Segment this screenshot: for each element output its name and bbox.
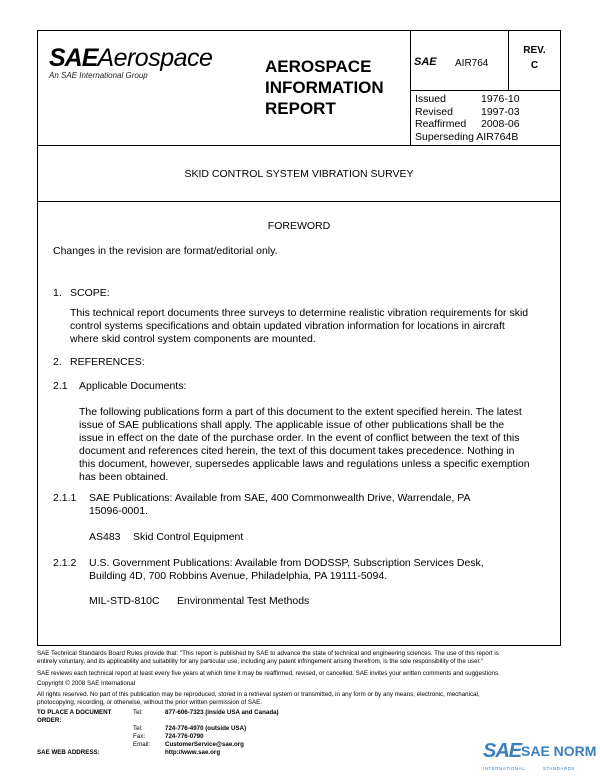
date-reaffirmed: Reaffirmed 2008-06 xyxy=(415,118,520,130)
mini-sae-logo: SAE xyxy=(414,56,437,68)
foreword-text: Changes in the revision are format/editorial only. xyxy=(53,245,278,257)
section-scope-heading: 1. SCOPE: xyxy=(53,287,110,299)
norm-logo-word: SAE NORM xyxy=(521,743,597,759)
superseding: Superseding AIR764B xyxy=(415,130,519,143)
header-divider-1 xyxy=(410,30,411,146)
sae-publications-text: SAE Publications: Available from SAE, 400 Commonwealth Drive, Warrendale, PA 15096-0001. xyxy=(89,492,471,517)
norm-logo-sub2: STANDARDS xyxy=(543,766,575,771)
date-revised: Revised 1997-03 xyxy=(415,105,520,118)
date-issued: Issued 1976-10 xyxy=(415,93,520,105)
footer-rules-notice: SAE Technical Standards Board Rules provide that: "This report is published by SAE to advance the state of technical and engineering sciences. The use of this report is entirely voluntary, and its applicability and suitability for any particular use, including any patent infringement arising therefrom, is the sole responsibility of the user." xyxy=(37,650,499,665)
document-title: SKID CONTROL SYSTEM VIBRATION SURVEY xyxy=(184,168,414,180)
footer-copyright: Copyright © 2008 SAE International xyxy=(37,680,136,687)
logo-word: Aerospace xyxy=(97,44,213,72)
date-block xyxy=(415,93,520,143)
norm-logo-sub: INTERNATIONAL xyxy=(483,766,526,771)
sae-aerospace-logo xyxy=(49,44,212,73)
sae-reference-item: AS483 Skid Control Equipment xyxy=(89,531,244,543)
rev-value: C xyxy=(530,60,539,71)
contact-row: TO PLACE A DOCUMENT ORDER: Tel: 877-606-7323 (inside USA and Canada) xyxy=(37,709,279,724)
applicable-docs-heading: 2.1 Applicable Documents: xyxy=(53,380,187,392)
footer-review-notice: SAE reviews each technical report at least every five years at which time it may be reaffirmed, revised, or cancelled. SAE invites your written comments and suggestions. xyxy=(37,670,500,677)
applicable-docs-paragraph: The following publications form a part of this document to the extent specified herein. The latest issue of SAE publications shall apply. The applicable issue of other publications shall be the issue in effect on the date of the purchase order. In the event of conflict between the text of this document and references cited herein, the text of this document takes precedence. Nothing in this document, however, supersedes applicable laws and regulations unless a specific exemption has been obtained. xyxy=(79,406,530,483)
gov-publications-num: 2.1.2 xyxy=(53,557,77,569)
rev-label: REV. xyxy=(523,45,546,56)
contact-row: Fax: 724-776-0790 xyxy=(133,733,204,740)
report-type: AEROSPACE INFORMATION REPORT xyxy=(265,57,384,118)
contact-row: SAE WEB ADDRESS: http://www.sae.org xyxy=(37,749,221,756)
doc-number: AIR764 xyxy=(455,58,489,69)
logo-subtitle: An SAE International Group xyxy=(49,71,148,80)
foreword-heading: FOREWORD xyxy=(267,220,331,232)
gov-reference-item: MIL-STD-810C Environmental Test Methods xyxy=(89,595,310,607)
gov-publications-text: U.S. Government Publications: Available from DODSSP, Subscription Services Desk, Building 4D, 700 Robbins Avenue, Philadelphia, PA 19111-5094. xyxy=(89,557,484,582)
logo-brand: SAE xyxy=(49,44,98,72)
section-references-heading: 2. REFERENCES: xyxy=(53,356,145,368)
footer-rights-notice: All rights reserved. No part of this publication may be reproduced, stored in a retrieval system or transmitted, in any form or by any means, electronic, mechanical, photocopying, recording, or otherwise, without the prior written permission of SAE. xyxy=(37,691,480,706)
header-divider-3 xyxy=(410,90,561,91)
scope-paragraph: This technical report documents three surveys to determine realistic vibration requirements for skid control systems specifications and obtain updated vibration information for locations in aircraft where skid control system components are mounted. xyxy=(70,307,529,345)
footer-order-contacts xyxy=(37,709,279,757)
contact-row: Tel: 724-776-4970 (outside USA) xyxy=(133,725,247,732)
contact-row: Email: CustomerService@sae.org xyxy=(133,741,244,748)
sae-norm-logo xyxy=(483,740,595,774)
sae-publications-num: 2.1.1 xyxy=(53,492,77,504)
norm-logo-mark: SAE xyxy=(483,740,522,762)
